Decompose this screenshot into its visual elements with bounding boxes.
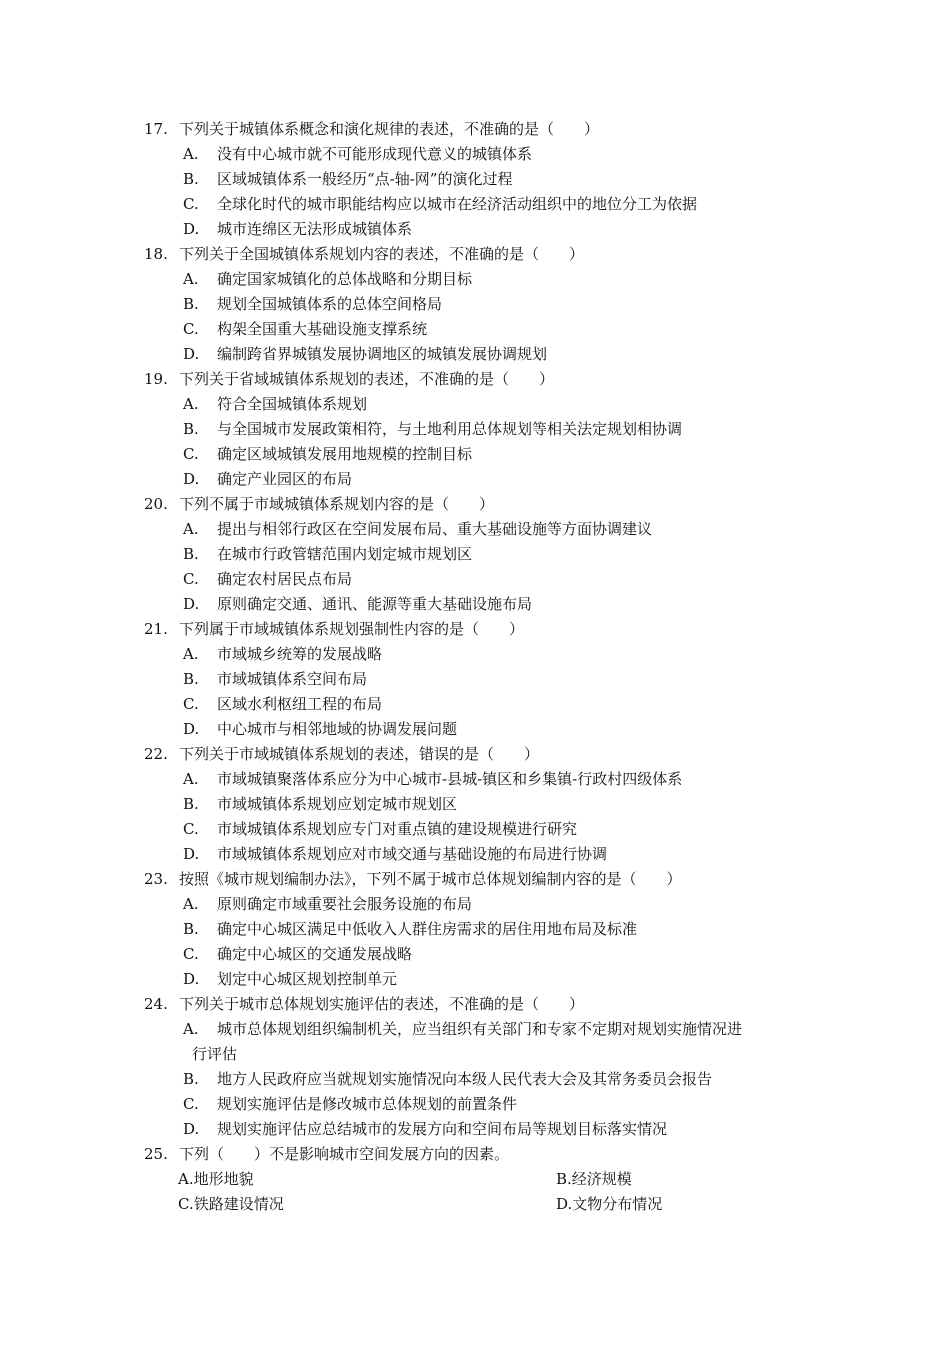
option-letter: B. — [556, 1170, 572, 1188]
option-letter: B. — [183, 670, 199, 688]
option-text: 市域城乡统筹的发展战略 — [217, 645, 383, 663]
option-letter: C. — [183, 820, 199, 838]
option-text: 地形地貌 — [193, 1170, 254, 1188]
option-text: 经济规模 — [571, 1170, 632, 1188]
option-text: 确定产业园区的布局 — [217, 470, 353, 488]
option-text: 确定中心城区满足中低收入人群住房需求的居住用地布局及标准 — [217, 920, 638, 938]
question-stem — [144, 492, 844, 517]
option-letter: A. — [178, 1170, 194, 1188]
option-letter: C. — [183, 195, 199, 213]
option-text: 城市连绵区无法形成城镇体系 — [217, 220, 413, 238]
option-text: 市域城镇体系规划应专门对重点镇的建设规模进行研究 — [217, 820, 578, 838]
option-text: 确定农村居民点布局 — [217, 570, 353, 588]
option-letter: A. — [183, 770, 199, 788]
question-text: 按照《城市规划编制办法》，下列不属于城市总体规划编制内容的是（ ） — [179, 870, 682, 888]
option-text: 地方人民政府应当就规划实施情况向本级人民代表大会及其常务委员会报告 — [217, 1070, 713, 1088]
option-text: 确定区域城镇发展用地规模的控制目标 — [217, 445, 473, 463]
question-text: 下列关于城镇体系概念和演化规律的表述，不准确的是（ ） — [179, 120, 600, 138]
option-letter: D. — [183, 1120, 200, 1138]
option-letter: A. — [183, 520, 199, 538]
option-text: 编制跨省界城镇发展协调地区的城镇发展协调规划 — [217, 345, 548, 363]
question-stem — [144, 617, 844, 642]
option-text: 市域城镇体系规划应对市域交通与基础设施的布局进行协调 — [217, 845, 608, 863]
option-letter: A. — [183, 395, 199, 413]
option-text: 符合全国城镇体系规划 — [217, 395, 368, 413]
question-stem — [144, 367, 844, 392]
option-letter: A. — [183, 1020, 199, 1038]
question-number: 25. — [144, 1145, 168, 1163]
question-stem — [144, 242, 844, 267]
question-number: 24. — [144, 995, 168, 1013]
question-stem — [144, 867, 844, 892]
option-letter: A. — [183, 145, 199, 163]
option-letter: B. — [183, 170, 199, 188]
option-text: 区域水利枢纽工程的布局 — [217, 695, 383, 713]
option-text: 提出与相邻行政区在空间发展布局、重大基础设施等方面协调建议 — [217, 520, 653, 538]
option-letter: D. — [183, 845, 200, 863]
question-number: 22. — [144, 745, 168, 763]
option-text: 中心城市与相邻地域的协调发展问题 — [217, 720, 458, 738]
option-text: 市域城镇体系规划应划定城市规划区 — [217, 795, 458, 813]
option-text: 原则确定交通、通讯、能源等重大基础设施布局 — [217, 595, 533, 613]
option-letter: A. — [183, 895, 199, 913]
option-text: 规划实施评估应总结城市的发展方向和空间布局等规划目标落实情况 — [217, 1120, 668, 1138]
option-text: 区域城镇体系一般经历“点-轴-网”的演化过程 — [217, 170, 513, 188]
option-letter: C. — [183, 570, 199, 588]
option-letter: C. — [183, 695, 199, 713]
option-letter: C. — [183, 320, 199, 338]
option-text: 确定国家城镇化的总体战略和分期目标 — [217, 270, 473, 288]
option-letter: C. — [183, 1095, 199, 1113]
option-text: 规划全国城镇体系的总体空间格局 — [217, 295, 443, 313]
option-letter: B. — [183, 545, 199, 563]
question-text: 下列关于省域城镇体系规划的表述，不准确的是（ ） — [179, 370, 555, 388]
option-letter: D. — [183, 970, 200, 988]
option-letter: B. — [183, 795, 199, 813]
option-text: 划定中心城区规划控制单元 — [217, 970, 398, 988]
option-letter: A. — [183, 270, 199, 288]
question-number: 19. — [144, 370, 168, 388]
option-text: 在城市行政管辖范围内划定城市规划区 — [217, 545, 473, 563]
option-c — [178, 1192, 284, 1217]
option-letter: B. — [183, 1070, 199, 1088]
option-text: 全球化时代的城市职能结构应以城市在经济活动组织中的地位分工为依据 — [217, 195, 698, 213]
option-text: 铁路建设情况 — [193, 1195, 284, 1213]
option-text: 市域城镇聚落体系应分为中心城市-县城-镇区和乡集镇-行政村四级体系 — [217, 770, 683, 788]
option-text: 原则确定市域重要社会服务设施的布局 — [217, 895, 473, 913]
question-stem — [144, 742, 844, 767]
question-number: 20. — [144, 495, 168, 513]
option-text: 构架全国重大基础设施支撑系统 — [217, 320, 428, 338]
option-letter: A. — [183, 645, 199, 663]
option-letter: D. — [556, 1195, 573, 1213]
question-number: 17. — [144, 120, 168, 138]
option-b — [556, 1167, 632, 1192]
option-letter: D. — [183, 470, 200, 488]
option-letter: B. — [183, 920, 199, 938]
option-text: 市域城镇体系空间布局 — [217, 670, 368, 688]
question-stem — [144, 992, 844, 1017]
question-stem — [144, 1142, 844, 1167]
option-letter: D. — [183, 595, 200, 613]
option-text: 文物分布情况 — [572, 1195, 663, 1213]
option-text: 确定中心城区的交通发展战略 — [217, 945, 413, 963]
option-text: 规划实施评估是修改城市总体规划的前置条件 — [217, 1095, 518, 1113]
question-text: 下列属于市域城镇体系规划强制性内容的是（ ） — [179, 620, 525, 638]
question-text: 下列不属于市域城镇体系规划内容的是（ ） — [179, 495, 495, 513]
option-letter: C. — [183, 445, 199, 463]
option-letter: D. — [183, 345, 200, 363]
question-text: 下列关于市域城镇体系规划的表述，错误的是（ ） — [179, 745, 540, 763]
option-letter: D. — [183, 220, 200, 238]
question-number: 21. — [144, 620, 168, 638]
option-text: 没有中心城市就不可能形成现代意义的城镇体系 — [217, 145, 533, 163]
option-d — [556, 1192, 662, 1217]
option-text: 与全国城市发展政策相符，与土地利用总体规划等相关法定规划相协调 — [217, 420, 683, 438]
option-letter: D. — [183, 720, 200, 738]
option-letter: C. — [183, 945, 199, 963]
question-number: 18. — [144, 245, 168, 263]
option-text: 城市总体规划组织编制机关，应当组织有关部门和专家不定期对规划实施情况进 — [217, 1020, 743, 1038]
option-a — [178, 1167, 254, 1192]
option-letter: B. — [183, 420, 199, 438]
question-stem — [144, 117, 844, 142]
option-letter: C. — [178, 1195, 194, 1213]
question-text: 下列（ ）不是影响城市空间发展方向的因素。 — [179, 1145, 510, 1163]
question-text: 下列关于城市总体规划实施评估的表述，不准确的是（ ） — [179, 995, 585, 1013]
question-number: 23. — [144, 870, 168, 888]
question-text: 下列关于全国城镇体系规划内容的表述，不准确的是（ ） — [179, 245, 585, 263]
option-text-continued: 行评估 — [192, 1045, 238, 1063]
option-letter: B. — [183, 295, 199, 313]
